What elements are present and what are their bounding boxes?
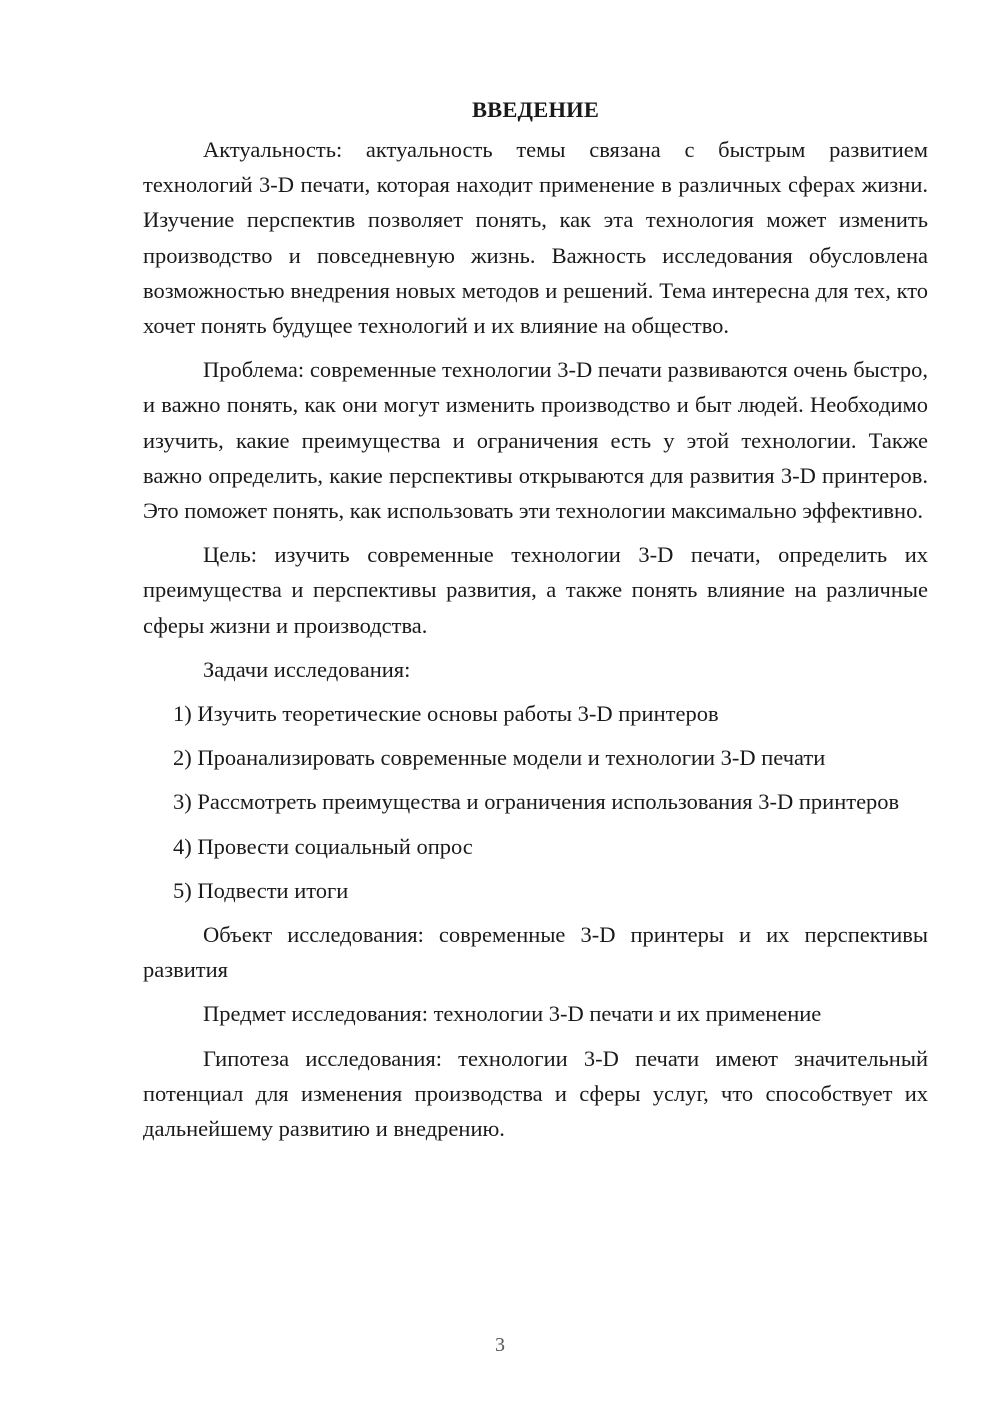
- task-item: 2) Проанализировать современные модели и технологии 3-D печати: [173, 745, 826, 771]
- object-paragraph: Объект исследования: современные 3-D принтеры и их перспективы развития: [143, 922, 928, 983]
- task-item: 4) Провести социальный опрос: [173, 833, 473, 859]
- section-title: ВВЕДЕНИЕ: [471, 97, 600, 122]
- hypothesis-paragraph: Гипотеза исследования: технологии 3-D печати имеют значительный потенциал для изменения производства и сферы услуг, что способствует их дальнейшему развитию и внедрению.: [143, 1045, 928, 1142]
- task-item: 1) Изучить теоретические основы работы 3-D принтеров: [173, 701, 719, 727]
- relevance-paragraph: Актуальность: актуальность темы связана с быстрым развитием технологий 3-D печати, которая находит применение в различных сферах жизни. Изучение перспектив позволяет понять, как эта технология может изменить производство и повседневную жизнь. Важность исследования обусловлена возможностью внедрения новых методов и решений. Тема интересна для тех, кто хочет понять будущее технологий и их влияние на общество.: [143, 137, 928, 339]
- page-number: 3: [495, 1334, 505, 1356]
- document-page: [143, 88, 928, 1155]
- tasks-label: Задачи исследования:: [203, 656, 411, 682]
- task-item: 5) Подвести итоги: [173, 877, 349, 903]
- goal-paragraph: Цель: изучить современные технологии 3-D печати, определить их преимущества и перспективы развития, а также понять влияние на различные сферы жизни и производства.: [143, 542, 928, 638]
- subject-paragraph: Предмет исследования: технологии 3-D печати и их применение: [203, 1001, 822, 1027]
- task-item: 3) Рассмотреть преимущества и ограничения использования 3-D принтеров: [173, 789, 900, 815]
- problem-paragraph: Проблема: современные технологии 3-D печати развиваются очень быстро, и важно понять, как они могут изменить производство и быт людей. Необходимо изучить, какие преимущества и ограничения есть у этой технологии. Также важно определить, какие перспективы открываются для развития 3-D принтеров. Это поможет понять, как использовать эти технологии максимально эффективно.: [143, 357, 928, 524]
